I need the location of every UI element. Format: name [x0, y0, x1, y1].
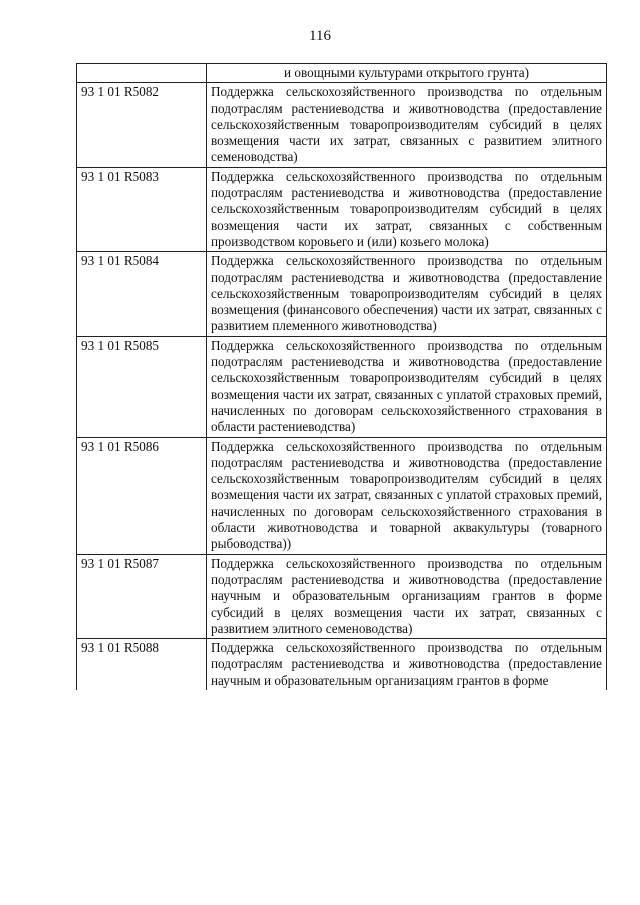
- table-row: [77, 167, 607, 251]
- code-cell: 93 1 01 R5082: [77, 83, 207, 167]
- table-row: [77, 554, 607, 638]
- code-cell: 93 1 01 R5084: [77, 252, 207, 336]
- table-row: [77, 437, 607, 554]
- page-number: 116: [309, 28, 331, 44]
- budget-classification-table: [76, 63, 607, 690]
- table-row-continuation: [77, 64, 607, 83]
- code-cell: 93 1 01 R5085: [77, 336, 207, 437]
- description-cell: Поддержка сельскохозяйственного производства по отдельным подотраслям растениеводства и животноводства (предоставление сельскохозяйственным товаропроизводителям субсидий в целях возмещения (финансового обеспечения) части их затрат, связанных с развитием племенного животноводства): [207, 252, 607, 336]
- code-cell: 93 1 01 R5083: [77, 167, 207, 251]
- table-row: [77, 252, 607, 336]
- code-cell: 93 1 01 R5086: [77, 437, 207, 554]
- description-cell: Поддержка сельскохозяйственного производства по отдельным подотраслям растениеводства и животноводства (предоставление сельскохозяйственным товаропроизводителям субсидий в целях возмещения части их затрат, связанных с собственным производством коровьего и (или) козьего молока): [207, 167, 607, 251]
- description-cell: Поддержка сельскохозяйственного производства по отдельным подотраслям растениеводства и животноводства (предоставление научным и образовательным организациям грантов в форме субсидий в целях возмещения части их затрат, связанных с развитием элитного семеноводства): [207, 554, 607, 638]
- code-cell: 93 1 01 R5087: [77, 554, 207, 638]
- table-row: [77, 83, 607, 167]
- code-cell: [77, 64, 207, 83]
- code-cell: 93 1 01 R5088: [77, 639, 207, 690]
- description-cell: Поддержка сельскохозяйственного производства по отдельным подотраслям растениеводства и животноводства (предоставление сельскохозяйственным товаропроизводителям субсидий в целях возмещения части их затрат, связанных с уплатой страховых премий, начисленных по договорам сельскохозяйственного страхования в области растениеводства): [207, 336, 607, 437]
- description-cell: и овощными культурами открытого грунта): [207, 64, 607, 83]
- description-cell: Поддержка сельскохозяйственного производства по отдельным подотраслям растениеводства и животноводства (предоставление сельскохозяйственным товаропроизводителям субсидий в целях возмещения части их затрат, связанных с уплатой страховых премий, начисленных по договорам сельскохозяйственного страхования в области животноводства и товарной аквакультуры (товарного рыбоводства)): [207, 437, 607, 554]
- table-row: [77, 639, 607, 690]
- description-cell: Поддержка сельскохозяйственного производства по отдельным подотраслям растениеводства и животноводства (предоставление сельскохозяйственным товаропроизводителям субсидий в целях возмещения части их затрат, связанных с развитием элитного семеноводства): [207, 83, 607, 167]
- table-row: [77, 336, 607, 437]
- description-cell: Поддержка сельскохозяйственного производства по отдельным подотраслям растениеводства и животноводства (предоставление научным и образовательным организациям грантов в форме: [207, 639, 607, 690]
